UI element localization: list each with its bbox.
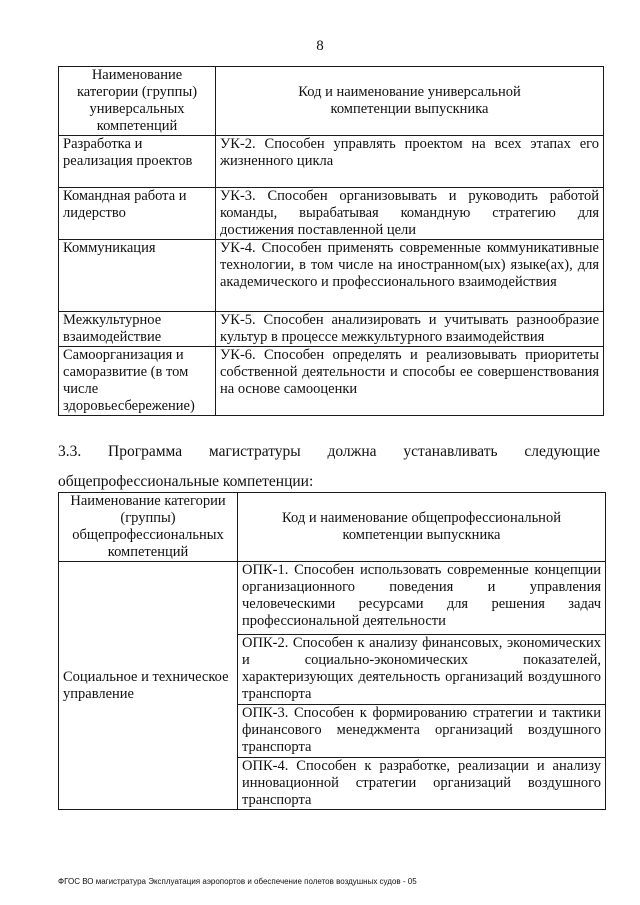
footer-text: ФГОС ВО магистратура Эксплуатация аэропортов и обеспечение полетов воздушных судов - 05 xyxy=(58,877,417,886)
competence-cell: УК-5. Способен анализировать и учитывать разнообразие культур в процессе межкультурного взаимодействия xyxy=(216,312,604,347)
paragraph-line-1 xyxy=(58,437,600,467)
header-category: Наименование категории (группы) общепрофессиональных компетенций xyxy=(59,493,238,562)
table-row xyxy=(59,136,604,188)
competence-cell: ОПК-1. Способен использовать современные концепции организационного поведения и управления человеческими ресурсами для решения задач профессиональной деятельности xyxy=(238,562,606,635)
table-row xyxy=(59,347,604,416)
table-row xyxy=(59,240,604,312)
paragraph-word: должна xyxy=(327,443,377,460)
competence-cell: УК-4. Способен применять современные коммуникативные технологии, в том числе на иностранном(ых) языке(ах), для академического и профессионального взаимодействия xyxy=(216,240,604,312)
paragraph-word: следующие xyxy=(524,443,600,460)
header-competence: Код и наименование универсальной компетенции выпускника xyxy=(216,67,604,136)
category-cell: Межкультурное взаимодействие xyxy=(59,312,216,347)
table-row xyxy=(59,562,606,635)
paragraph-line-2: общепрофессиональные компетенции: xyxy=(58,473,314,490)
header-competence: Код и наименование общепрофессиональной компетенции выпускника xyxy=(238,493,606,562)
table-row xyxy=(59,188,604,240)
competence-cell: ОПК-4. Способен к разработке, реализации и анализу инновационной стратегии организаций воздушного транспорта xyxy=(238,758,606,810)
competence-cell: ОПК-2. Способен к анализу финансовых, экономических и социально-экономических показателей, характеризующих деятельность организаций воздушного транспорта xyxy=(238,635,606,705)
header-category: Наименование категории (группы) универсальных компетенций xyxy=(59,67,216,136)
paragraph-word: устанавливать xyxy=(403,443,498,460)
paragraph-word: Программа xyxy=(108,443,183,460)
universal-competences-table xyxy=(58,66,604,416)
competence-cell: ОПК-3. Способен к формированию стратегии и тактики финансового менеджмента организаций воздушного транспорта xyxy=(238,705,606,758)
page-number: 8 xyxy=(316,38,324,54)
category-cell: Социальное и техническое управление xyxy=(59,562,238,810)
general-competences-table xyxy=(58,492,606,810)
table-row xyxy=(59,312,604,347)
competence-cell: УК-6. Способен определять и реализовывать приоритеты собственной деятельности и способы ее совершенствования на основе самооценки xyxy=(216,347,604,416)
paragraph-word: магистратуры xyxy=(208,443,301,460)
table-header-row xyxy=(59,493,606,562)
category-cell: Коммуникация xyxy=(59,240,216,312)
competence-cell: УК-2. Способен управлять проектом на всех этапах его жизненного цикла xyxy=(216,136,604,188)
category-cell: Разработка и реализация проектов xyxy=(59,136,216,188)
competence-cell: УК-3. Способен организовывать и руководить работой команды, вырабатывая командную стратегию для достижения поставленной цели xyxy=(216,188,604,240)
category-cell: Самоорганизация и саморазвитие (в том числе здоровьесбережение) xyxy=(59,347,216,416)
table-header-row xyxy=(59,67,604,136)
paragraph-word: 3.3. xyxy=(58,443,82,460)
category-cell: Командная работа и лидерство xyxy=(59,188,216,240)
